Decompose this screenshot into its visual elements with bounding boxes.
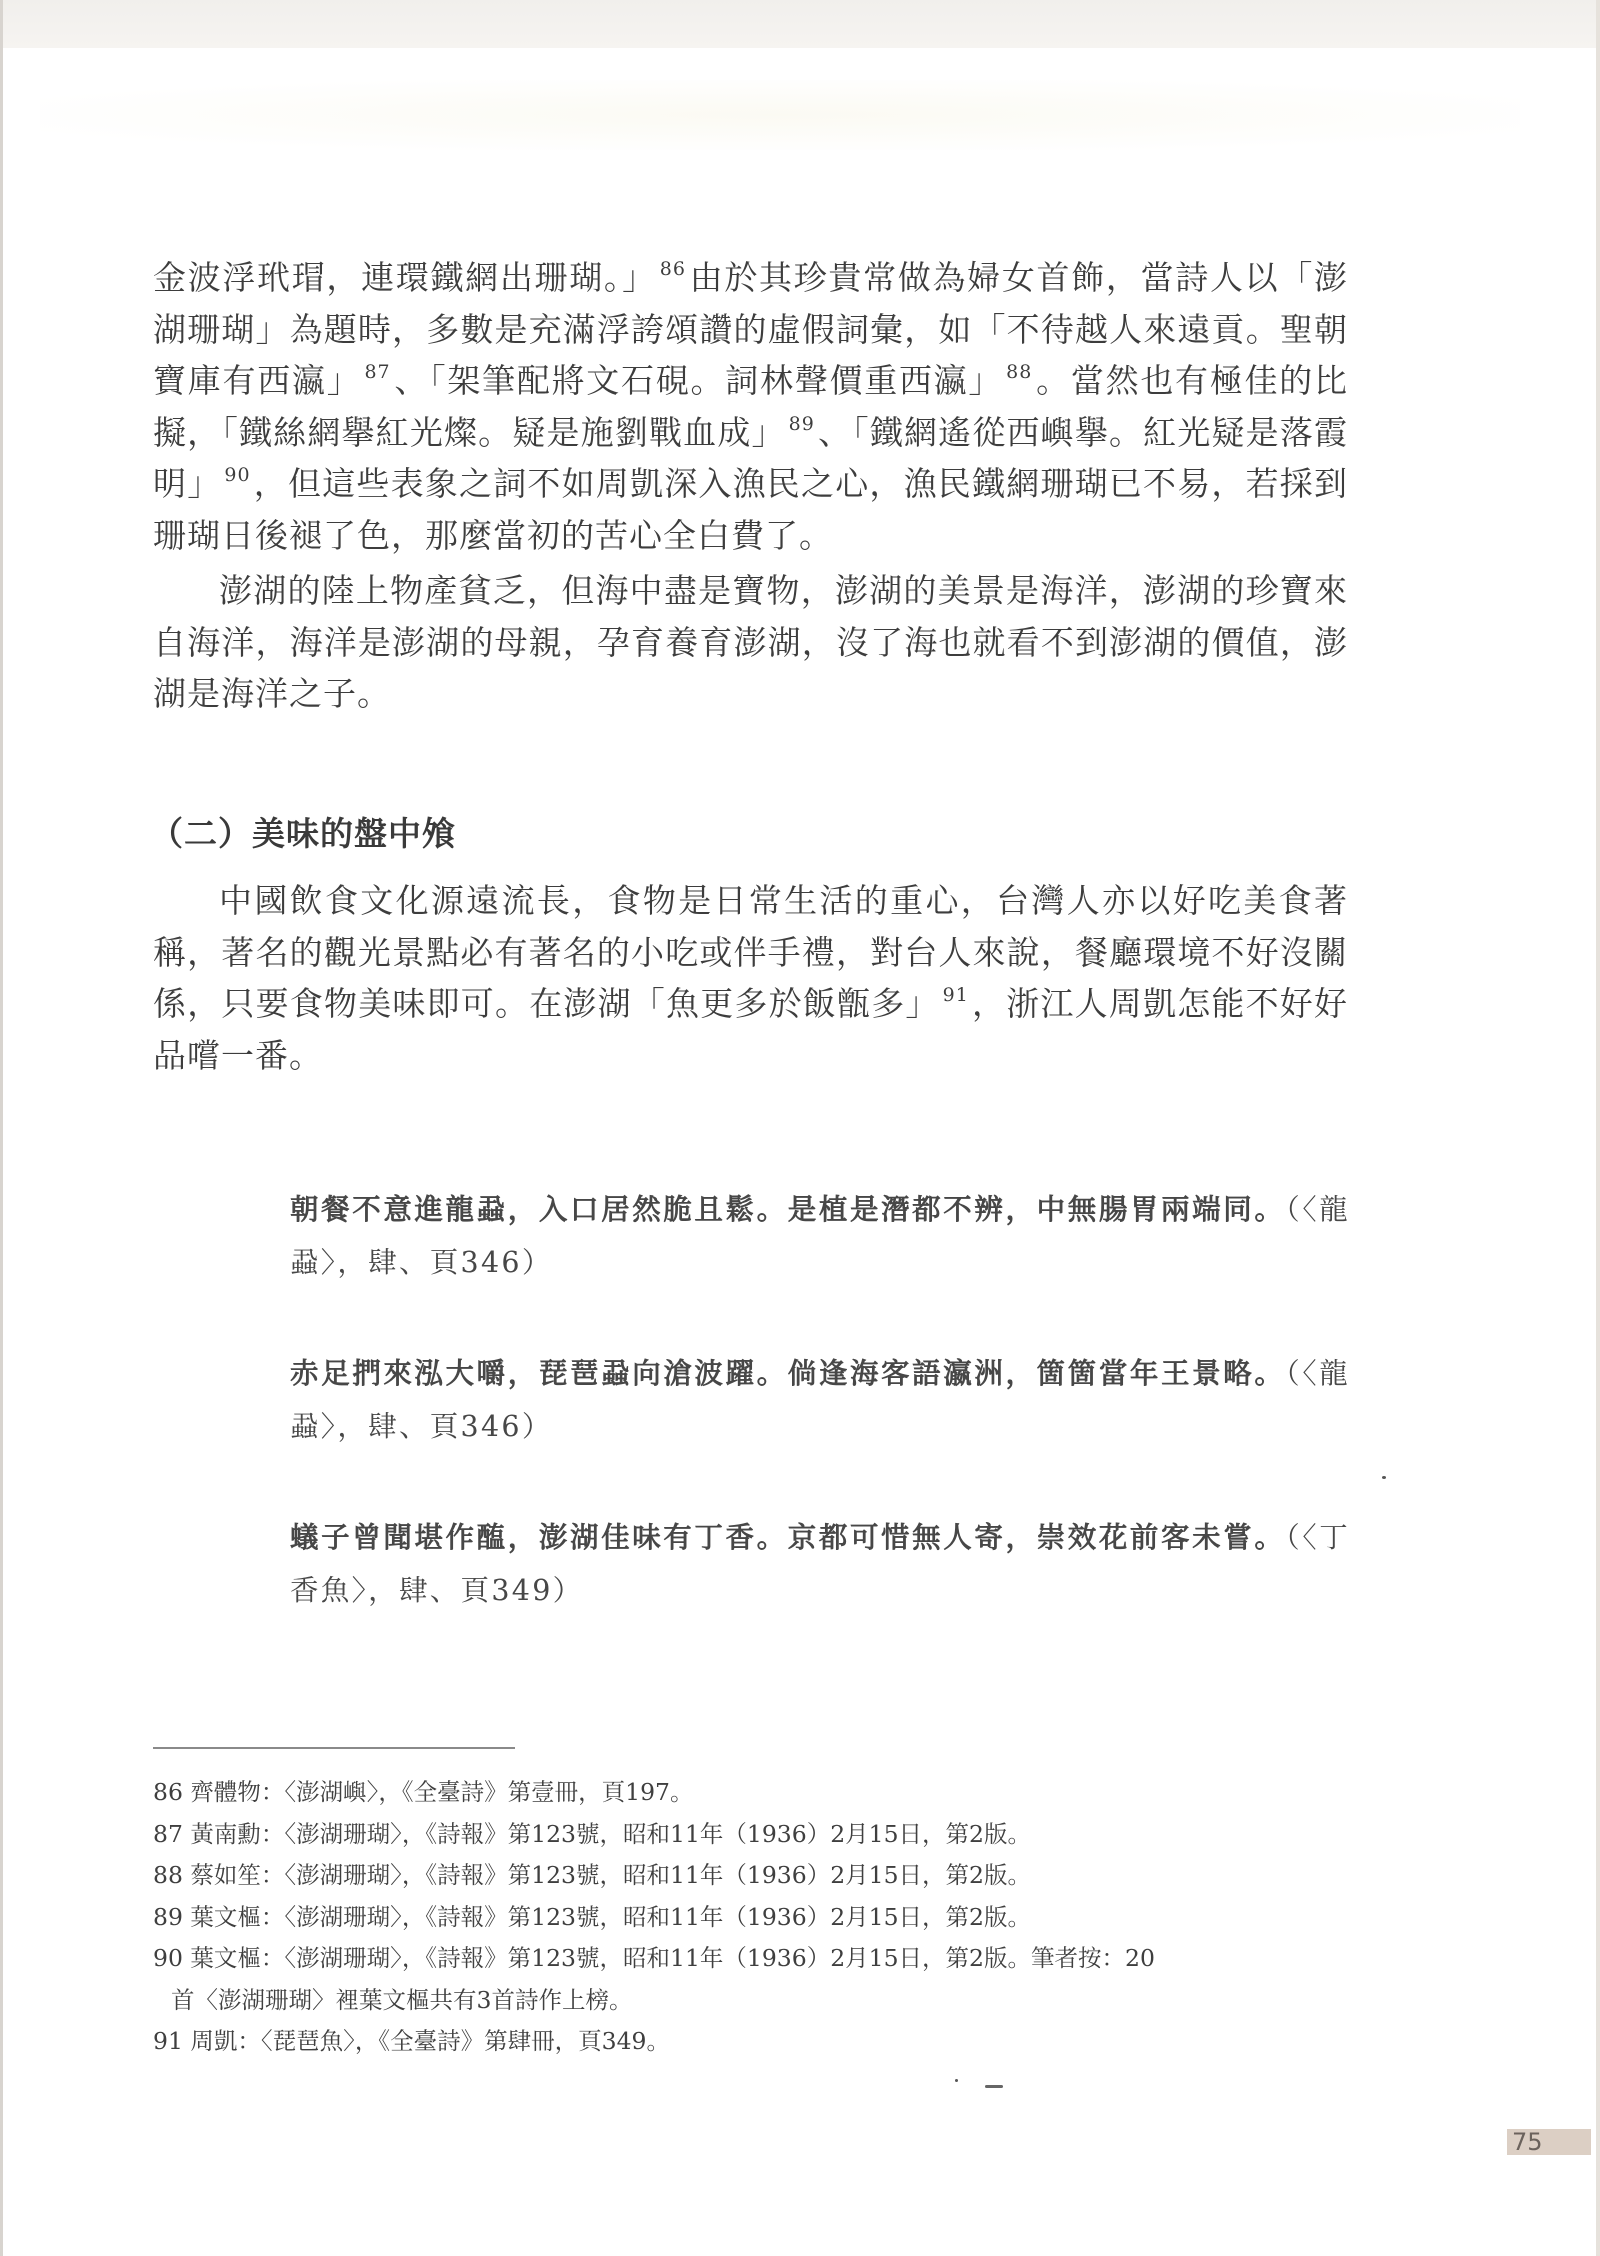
footnote-ref-88[interactable]: 88 xyxy=(1006,361,1033,383)
poem-text: 朝餐不意進龍蝨，入口居然脆且鬆。是植是潛都不辨，中無腸胃兩端同。 xyxy=(290,1193,1286,1226)
footnote-number: 91 xyxy=(153,2027,183,2055)
footnote-ref-86[interactable]: 86 xyxy=(659,258,686,280)
poem-quote xyxy=(290,1511,1350,1617)
footnote-number: 86 xyxy=(153,1778,183,1806)
paragraph-food-text xyxy=(153,875,1348,1081)
footnote-number: 88 xyxy=(153,1861,183,1889)
page-number: 75 xyxy=(1507,2129,1591,2155)
scan-speck xyxy=(1382,1476,1386,1479)
footnote-text: 黃南勳：〈澎湖珊瑚〉，《詩報》第123號，昭和11年（1936）2月15日，第2版。 xyxy=(190,1819,1032,1848)
text-run: 中國飲食文化源遠流長，食物是日常生活的重心，台灣人亦以好吃美食著稱，著名的觀光景點必有著名的小吃或伴手禮，對台人來說，餐廳環境不好沒關係，只要食物美味即可。在澎湖「魚更多於飯甑多」 xyxy=(153,881,1348,1023)
page-header-band xyxy=(3,0,1596,48)
poem-text: 赤足捫來泓大嚼，琵琶蝨向滄波躍。倘逢海客語瀛洲，箇箇當年王景略。 xyxy=(290,1357,1286,1390)
footnote-90-continuation: 首〈澎湖珊瑚〉裡葉文樞共有3首詩作上榜。 xyxy=(171,1985,633,2014)
show-through-shadow xyxy=(40,80,1520,150)
footnote-text: 葉文樞：〈澎湖珊瑚〉，《詩報》第123號，昭和11年（1936）2月15日，第2版。 xyxy=(190,1902,1032,1931)
footnote-89 xyxy=(153,1897,1353,1939)
section-heading: （二）美味的盤中飧 xyxy=(150,814,456,853)
footnote-number: 90 xyxy=(153,1944,183,1972)
text-run: ，但這些表象之詞不如周凱深入漁民之心，漁民鐵網珊瑚已不易，若採到珊瑚日後褪了色，那麼當初的苦心全白費了。 xyxy=(153,464,1349,555)
poem-citation: （〈丁香魚〉，肆、頁349） xyxy=(290,1521,1351,1607)
scan-speck xyxy=(985,2085,1003,2088)
footnote-text: 蔡如笙：〈澎湖珊瑚〉，《詩報》第123號，昭和11年（1936）2月15日，第2版。 xyxy=(190,1861,1032,1889)
text-run: 由於其珍貴常做為婦女首飾，當詩人以「澎湖珊瑚」為題時，多數是充滿浮誇頌讚的虛假詞彙，如「不待越人來遠貢。聖朝寶庫有西瀛」 xyxy=(153,258,1349,400)
footnote-ref-91[interactable]: 91 xyxy=(942,984,969,1006)
poem-quote xyxy=(290,1183,1350,1289)
footnote-90 xyxy=(153,1938,1353,1980)
poem-text: 蟻子曾聞堪作醢，澎湖佳味有丁香。京都可惜無人寄，崇效花前客未嘗。 xyxy=(290,1521,1286,1554)
text-run: ，浙江人周凱怎能不好好品嚐一番。 xyxy=(153,984,1349,1075)
footnote-divider xyxy=(153,1747,515,1749)
footnote-ref-90[interactable]: 90 xyxy=(224,464,251,486)
footnote-text: 齊體物：〈澎湖嶼〉，《全臺詩》第壹冊，頁197。 xyxy=(190,1778,694,1806)
text-run: 、「架筆配將文石硯。詞林聲價重西瀛」 xyxy=(393,361,1004,400)
footnote-number: 89 xyxy=(153,1902,183,1931)
text-run: 。當然也有極佳的比擬，「鐵絲網擧紅光燦。疑是施劉戰血成」 xyxy=(153,361,1349,452)
text-run: 、「鐵網遙從西嶼擧。紅光疑是落霞明」 xyxy=(153,412,1349,503)
poem-citation: （〈龍蝨〉，肆、頁346） xyxy=(290,1193,1351,1279)
footnote-86 xyxy=(153,1772,1353,1814)
footnote-number: 87 xyxy=(153,1819,183,1848)
footnote-ref-89[interactable]: 89 xyxy=(788,412,815,435)
poem-citation: （〈龍蝨〉，肆、頁346） xyxy=(290,1357,1351,1443)
paragraph-coral xyxy=(153,252,1348,561)
footnotes xyxy=(153,1772,1353,2063)
footnote-ref-87[interactable]: 87 xyxy=(364,361,391,383)
footnote-text: 周凱：〈琵琶魚〉，《全臺詩》第肆冊，頁349。 xyxy=(190,2027,670,2055)
page-edge-left xyxy=(0,0,3,2256)
footnote-88 xyxy=(153,1855,1353,1897)
page-edge-right xyxy=(1596,0,1600,2256)
body-text-top xyxy=(153,252,1348,720)
footnote-87 xyxy=(153,1814,1353,1856)
text-run: 金波浮玳瑁，連環鐵網出珊瑚。」 xyxy=(153,258,657,297)
poem-quote xyxy=(290,1347,1350,1453)
scan-speck xyxy=(955,2079,958,2082)
paragraph-ocean: 澎湖的陸上物產貧乏，但海中盡是寶物，澎湖的美景是海洋，澎湖的珍寶來自海洋，海洋是澎湖的母親，孕育養育澎湖，沒了海也就看不到澎湖的價值，澎湖是海洋之子。 xyxy=(153,571,1348,713)
footnote-91 xyxy=(153,2021,1353,2063)
paragraph-food xyxy=(153,875,1348,1081)
footnote-text: 葉文樞：〈澎湖珊瑚〉，《詩報》第123號，昭和11年（1936）2月15日，第2版。筆者按：20 xyxy=(190,1944,1155,1972)
